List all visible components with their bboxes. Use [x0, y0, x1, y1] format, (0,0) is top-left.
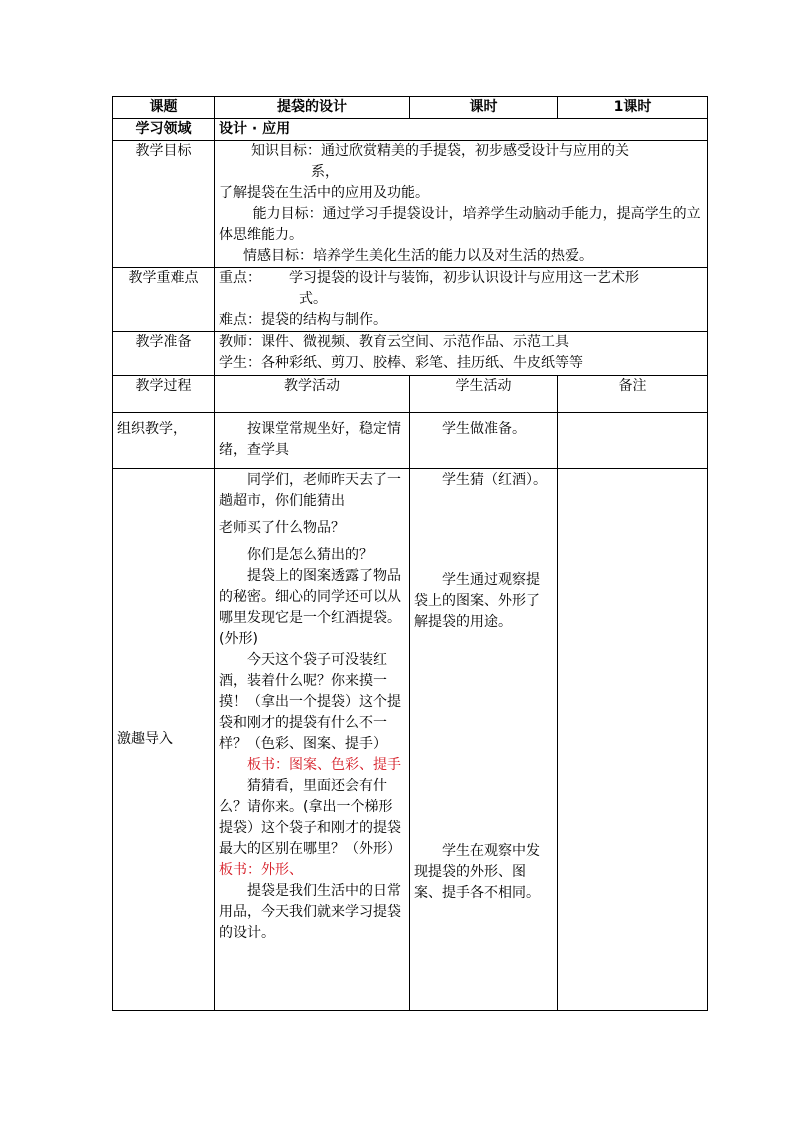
key-points-label: 教学重难点	[113, 268, 215, 332]
spacer	[414, 633, 553, 841]
key-text-wrap: 式。	[299, 291, 327, 307]
topic-label: 课题	[113, 97, 215, 119]
goals-label: 教学目标	[113, 141, 215, 268]
emotion-goal: 情感目标：培养学生美化生活的能力以及对生活的热爱。	[243, 248, 593, 264]
domain-label: 学习领域	[113, 119, 215, 141]
knowledge-goal: 知识目标：通过欣赏精美的手提袋，初步感受设计与应用的关	[251, 143, 629, 159]
process-label: 教学过程	[113, 376, 215, 413]
domain-value: 设计 · 应用	[215, 119, 708, 141]
ability-goal: 能力目标：通过学习手提袋设计，培养学生动脑动手能力，提高学生的立体思维能力。	[219, 206, 701, 243]
knowledge-goal-2: 了解提袋在生活中的应用及功能。	[219, 185, 429, 201]
organize-student: 学生做准备。	[410, 413, 558, 469]
domain-row	[113, 119, 708, 141]
hours-label: 课时	[410, 97, 558, 119]
intro-p5: 猜猜看，里面还会有什么？请你来。(拿出一个梯形提袋）这个袋子和刚才的提袋最大的区别在哪里？（外形）	[219, 778, 401, 857]
preparation-content	[215, 332, 708, 376]
intro-teacher	[215, 469, 410, 1011]
intro-p4: 今天这个袋子可没装红酒，装着什么呢？你来摸一摸！（拿出一个提袋）这个提袋和刚才的提袋有什么不一样？（色彩、图案、提手）	[219, 652, 401, 752]
intro-notes	[558, 469, 708, 1011]
intro-stage: 激趣导入	[113, 469, 215, 1011]
spacer	[414, 491, 553, 570]
preparation-row	[113, 332, 708, 376]
intro-p1: 同学们，老师昨天去了一趟超市，你们能猜出	[219, 472, 401, 509]
knowledge-goal-wrap: 系，	[311, 164, 339, 180]
key-prefix: 重点：	[219, 270, 261, 286]
topic-value: 提袋的设计	[215, 97, 410, 119]
difficulty: 难点：提袋的结构与制作。	[219, 312, 387, 328]
hours-value: 1课时	[558, 97, 708, 119]
goals-row	[113, 141, 708, 268]
board-note-2: 板书：外形、	[219, 862, 303, 878]
board-note-1: 板书：图案、色彩、提手	[247, 757, 401, 773]
student-observe: 学生通过观察提袋上的图案、外形了解提袋的用途。	[414, 572, 540, 630]
key-points-row	[113, 268, 708, 332]
key-point	[219, 268, 703, 289]
student-discover: 学生在观察中发现提袋的外形、图案、提手各不相同。	[414, 843, 540, 901]
teacher-prep: 教师：课件、微视频、教育云空间、示范作品、示范工具	[219, 334, 569, 350]
goals-content	[215, 141, 708, 268]
student-prep: 学生：各种彩纸、剪刀、胶棒、彩笔、挂历纸、牛皮纸等等	[219, 355, 583, 371]
intro-student	[410, 469, 558, 1011]
student-activity-header: 学生活动	[410, 376, 558, 413]
intro-p3: 提袋上的图案透露了物品的秘密。细心的同学还可以从哪里发现它是一个红酒提袋。(外形)	[219, 568, 401, 647]
notes-header: 备注	[558, 376, 708, 413]
organize-notes	[558, 413, 708, 469]
intro-row	[113, 469, 708, 1011]
teacher-activity-header: 教学活动	[215, 376, 410, 413]
lesson-plan-table	[112, 96, 708, 1011]
organize-teacher: 按课堂常规坐好，稳定情绪，查学具	[215, 413, 410, 469]
process-header-row	[113, 376, 708, 413]
preparation-label: 教学准备	[113, 332, 215, 376]
key-points-content	[215, 268, 708, 332]
organize-row	[113, 413, 708, 469]
key-text: 学习提袋的设计与装饰，初步认识设计与应用这一艺术形	[289, 270, 639, 286]
intro-p1b: 老师买了什么物品？	[219, 520, 345, 536]
intro-p6: 提袋是我们生活中的日常用品，今天我们就来学习提袋的设计。	[219, 883, 401, 941]
organize-stage: 组织教学，	[113, 413, 215, 469]
student-guess: 学生猜（红酒）。	[442, 472, 547, 488]
intro-p2: 你们是怎么猜出的？	[247, 547, 373, 563]
title-row	[113, 97, 708, 119]
